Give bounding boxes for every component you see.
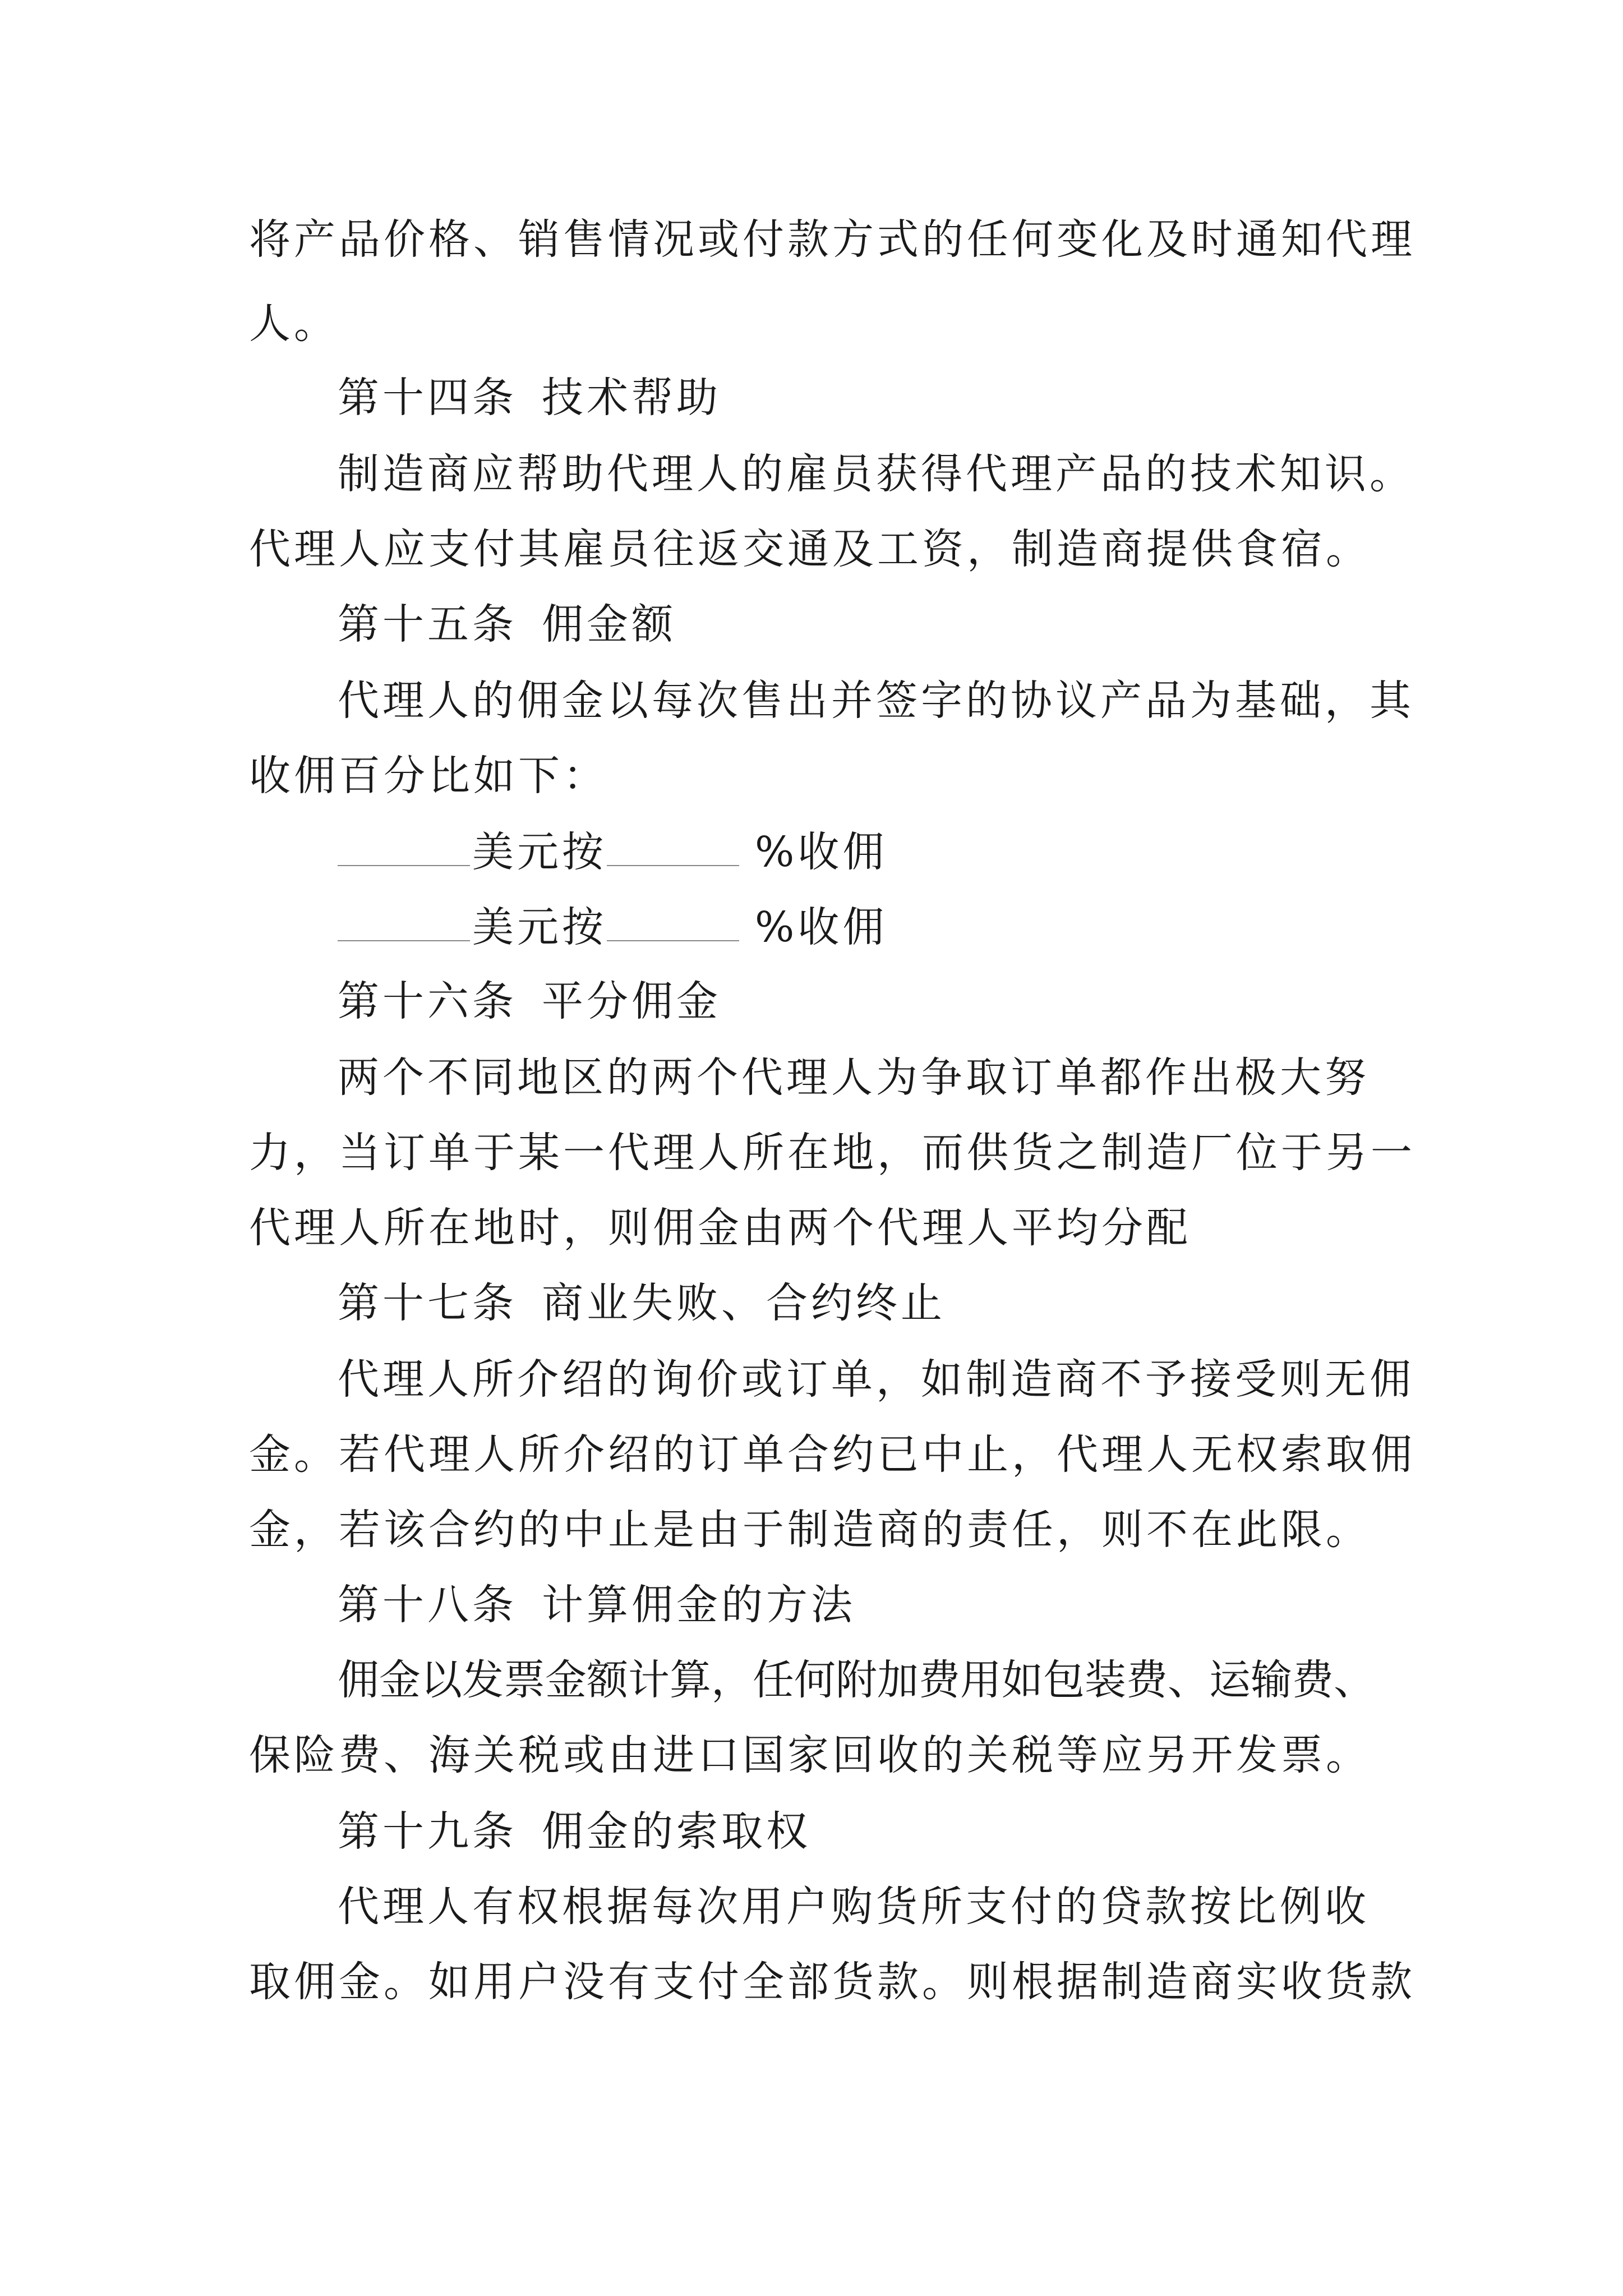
- article-title: 技术帮助: [542, 374, 721, 422]
- paragraph-line: 代理人所在地时，则佣金由两个代理人平均分配: [249, 1204, 1191, 1252]
- article-number: 第十六条: [338, 977, 517, 1025]
- commission-rate-row: [338, 826, 887, 876]
- paragraph-line: 取佣金。如用户没有支付全部货款。则根据制造商实收货款: [249, 1958, 1415, 2006]
- article-heading-16: [338, 976, 721, 1027]
- rate-suffix: %收佣: [755, 828, 888, 876]
- blank-percent-field[interactable]: [607, 901, 739, 941]
- article-number: 第十七条: [338, 1279, 517, 1327]
- article-number: 第十八条: [338, 1581, 517, 1629]
- article-title: 计算佣金的方法: [542, 1581, 856, 1629]
- paragraph-line: 代理人所介绍的询价或订单，如制造商不予接受则无佣: [338, 1355, 1414, 1404]
- commission-rate-row: [338, 901, 887, 951]
- paragraph-line: 两个不同地区的两个代理人为争取订单都作出极大努: [338, 1053, 1370, 1102]
- paragraph-line: 力，当订单于某一代理人所在地，而供货之制造厂位于另一: [249, 1129, 1415, 1177]
- article-heading-15: [338, 599, 676, 650]
- paragraph-line: 将产品价格、销售情况或付款方式的任何变化及时通知代理: [249, 215, 1415, 264]
- article-title: 佣金的索取权: [542, 1807, 811, 1856]
- article-heading-17: [338, 1278, 946, 1328]
- article-number: 第十九条: [338, 1807, 517, 1856]
- article-title: 佣金额: [542, 600, 676, 648]
- article-heading-14: [338, 372, 721, 423]
- paragraph-line: 保险费、海关税或由进口国家回收的关税等应另开发票。: [249, 1731, 1371, 1779]
- rate-label: 美元按: [472, 828, 607, 876]
- paragraph-line: 代理人有权根据每次用户购货所支付的贷款按比例收: [338, 1883, 1370, 1931]
- blank-amount-field[interactable]: [338, 901, 470, 941]
- paragraph-line: 金。若代理人所介绍的订单合约已中止，代理人无权索取佣: [249, 1430, 1415, 1479]
- article-heading-18: [338, 1580, 856, 1630]
- article-title: 平分佣金: [542, 977, 721, 1025]
- article-heading-19: [338, 1806, 811, 1857]
- article-number: 第十四条: [338, 374, 517, 422]
- paragraph-line: 人。: [249, 300, 339, 348]
- paragraph-line: 代理人应支付其雇员往返交通及工资，制造商提供食宿。: [249, 525, 1371, 573]
- article-title: 商业失败、合约终止: [542, 1279, 946, 1327]
- rate-suffix: %收佣: [755, 903, 888, 951]
- article-number: 第十五条: [338, 600, 517, 648]
- paragraph-line: 收佣百分比如下：: [249, 752, 608, 800]
- paragraph-line: 佣金以发票金额计算，任何附加费用如包装费、运输费、: [338, 1656, 1375, 1704]
- blank-amount-field[interactable]: [338, 826, 470, 866]
- blank-percent-field[interactable]: [607, 826, 739, 866]
- paragraph-line: 代理人的佣金以每次售出并签字的协议产品为基础，其: [338, 677, 1414, 725]
- paragraph-line: 金，若该合约的中止是由于制造商的责任，则不在此限。: [249, 1506, 1371, 1554]
- paragraph-line: 制造商应帮助代理人的雇员获得代理产品的技术知识。: [338, 450, 1414, 498]
- rate-label: 美元按: [472, 903, 607, 951]
